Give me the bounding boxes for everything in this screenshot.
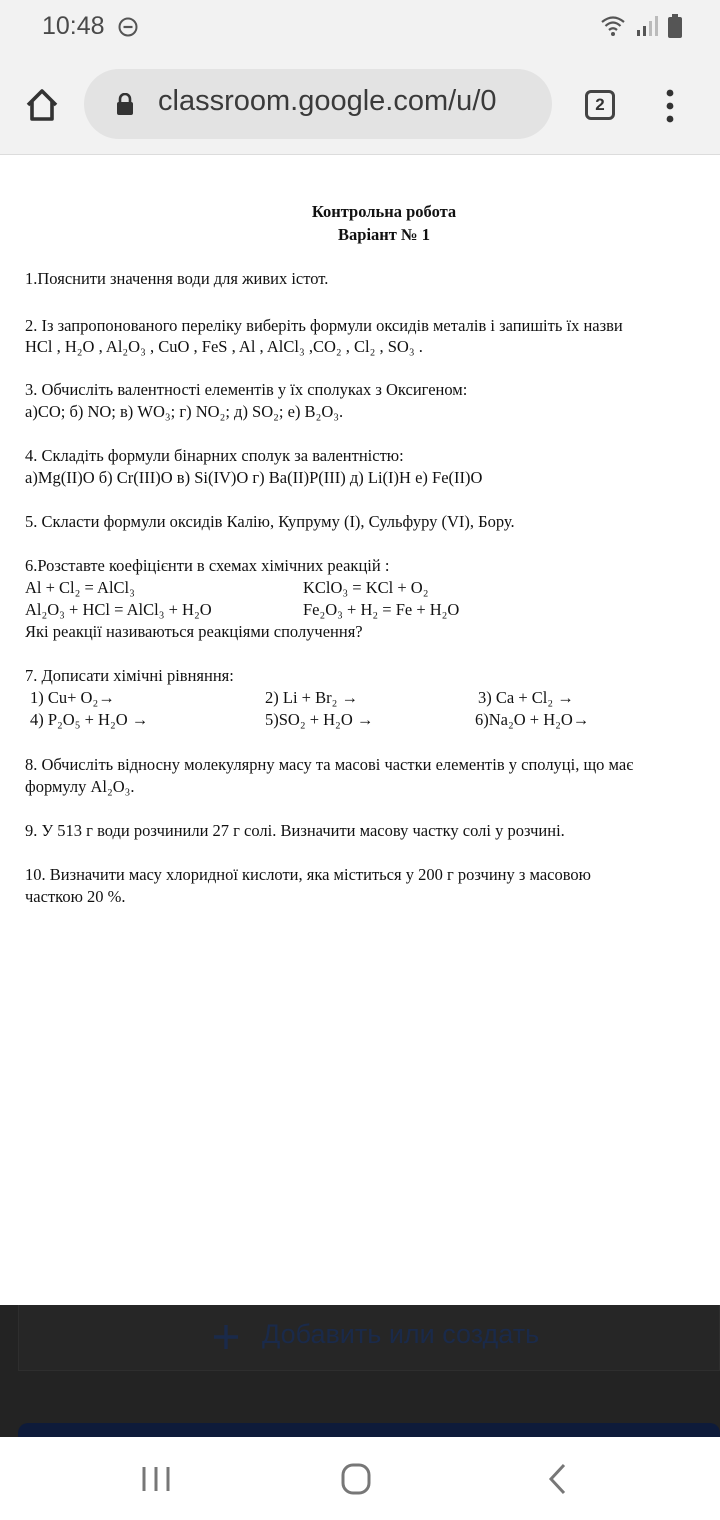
question-3-items: а)CO; б) NO; в) WO₃; г) NO₂; д) SO₂; е) B₂O₃. xyxy=(25,402,344,421)
reaction-1: Al + Cl₂ = AlCl₃ xyxy=(25,578,135,597)
question-2-text: 2. Із запропонованого переліку виберіть формули оксидів металів і запишіть їх назви xyxy=(25,316,623,335)
equation-3: 3) Ca + Cl₂ → xyxy=(478,688,574,707)
lock-icon xyxy=(116,93,134,115)
question-10-text: 10. Визначити масу хлоридної кислоти, яка міститься у 200 г розчину з масовою xyxy=(25,865,592,884)
recent-apps-icon[interactable] xyxy=(136,1461,176,1497)
question-3-text: 3. Обчисліть валентності елементів у їх сполуках з Оксигеном: xyxy=(25,380,468,399)
question-9: 9. У 513 г води розчинили 27 г солі. Визначити масову частку солі у розчині. xyxy=(25,821,565,840)
status-bar xyxy=(0,0,720,56)
wifi-icon xyxy=(600,15,626,37)
equation-4: 4) P₂O₅ + H₂O → xyxy=(30,710,149,729)
question-6-text: 6.Розставте коефіцієнти в схемах хімічних реакцій : xyxy=(25,556,390,575)
url-text[interactable]: classroom.google.com/u/0 xyxy=(158,85,497,117)
question-2-formulas: HCl , H₂O , Al₂O₃ , CuO , FeS , Al , AlCl₃ ,CO₂ , Cl₂ , SO₃ . xyxy=(25,337,423,356)
reaction-4: Fe₂O₃ + H₂ = Fe + H₂O xyxy=(303,600,460,619)
equation-6: 6)Na₂O + H₂O→ xyxy=(475,710,590,729)
add-or-create-label: Добавить или создать xyxy=(262,1319,540,1349)
question-5: 5. Скласти формули оксидів Калію, Купруму (І), Сульфуру (VI), Бору. xyxy=(25,512,515,531)
reaction-2: KClO₃ = KCl + O₂ xyxy=(303,578,429,597)
status-icons xyxy=(600,14,682,38)
equation-1: 1) Cu+ O₂→ xyxy=(30,688,115,707)
signal-icon xyxy=(636,15,658,37)
classroom-bottom-panel xyxy=(0,1305,720,1437)
question-1: 1.Пояснити значення води для живих істот. xyxy=(25,269,329,288)
address-bar[interactable] xyxy=(84,69,552,139)
question-4-text: 4. Складіть формули бінарних сполук за валентністю: xyxy=(25,446,404,465)
add-or-create-button[interactable] xyxy=(18,1305,720,1371)
question-8-text: 8. Обчисліть відносну молекулярну масу та масові частки елементів у сполуці, що має xyxy=(25,755,634,774)
plus-icon xyxy=(212,1323,240,1351)
question-4-items: а)Mg(II)O б) Cr(III)O в) Si(IV)O г) Ba(II)P(III) д) Li(I)H е) Fe(II)O xyxy=(25,468,483,487)
dnd-icon xyxy=(118,17,138,37)
battery-icon xyxy=(668,14,682,38)
document-page xyxy=(0,155,720,1305)
home-nav-icon[interactable] xyxy=(336,1461,376,1497)
question-10-continuation: часткою 20 %. xyxy=(25,887,126,906)
question-7-text: 7. Дописати хімічні рівняння: xyxy=(25,666,234,685)
question-6-followup: Які реакції називаються реакціями сполучення? xyxy=(25,622,363,641)
doc-title: Контрольна робота xyxy=(311,202,457,221)
equation-2: 2) Li + Br₂ → xyxy=(265,688,358,707)
doc-subtitle: Варіант № 1 xyxy=(338,225,430,244)
status-time: 10:48 xyxy=(42,12,105,40)
home-icon[interactable] xyxy=(22,85,62,125)
question-8-formula: формулу Al₂O₃. xyxy=(25,777,135,796)
reaction-3: Al₂O₃ + HCl = AlCl₃ + H₂O xyxy=(25,600,212,619)
overflow-menu-icon[interactable] xyxy=(660,88,680,124)
equation-5: 5)SO₂ + H₂O → xyxy=(265,710,374,729)
browser-toolbar xyxy=(0,56,720,155)
panel-accent-strip xyxy=(18,1423,720,1437)
tabs-icon[interactable]: 2 xyxy=(585,90,615,120)
system-navigation-bar xyxy=(0,1437,720,1520)
back-icon[interactable] xyxy=(538,1461,578,1497)
